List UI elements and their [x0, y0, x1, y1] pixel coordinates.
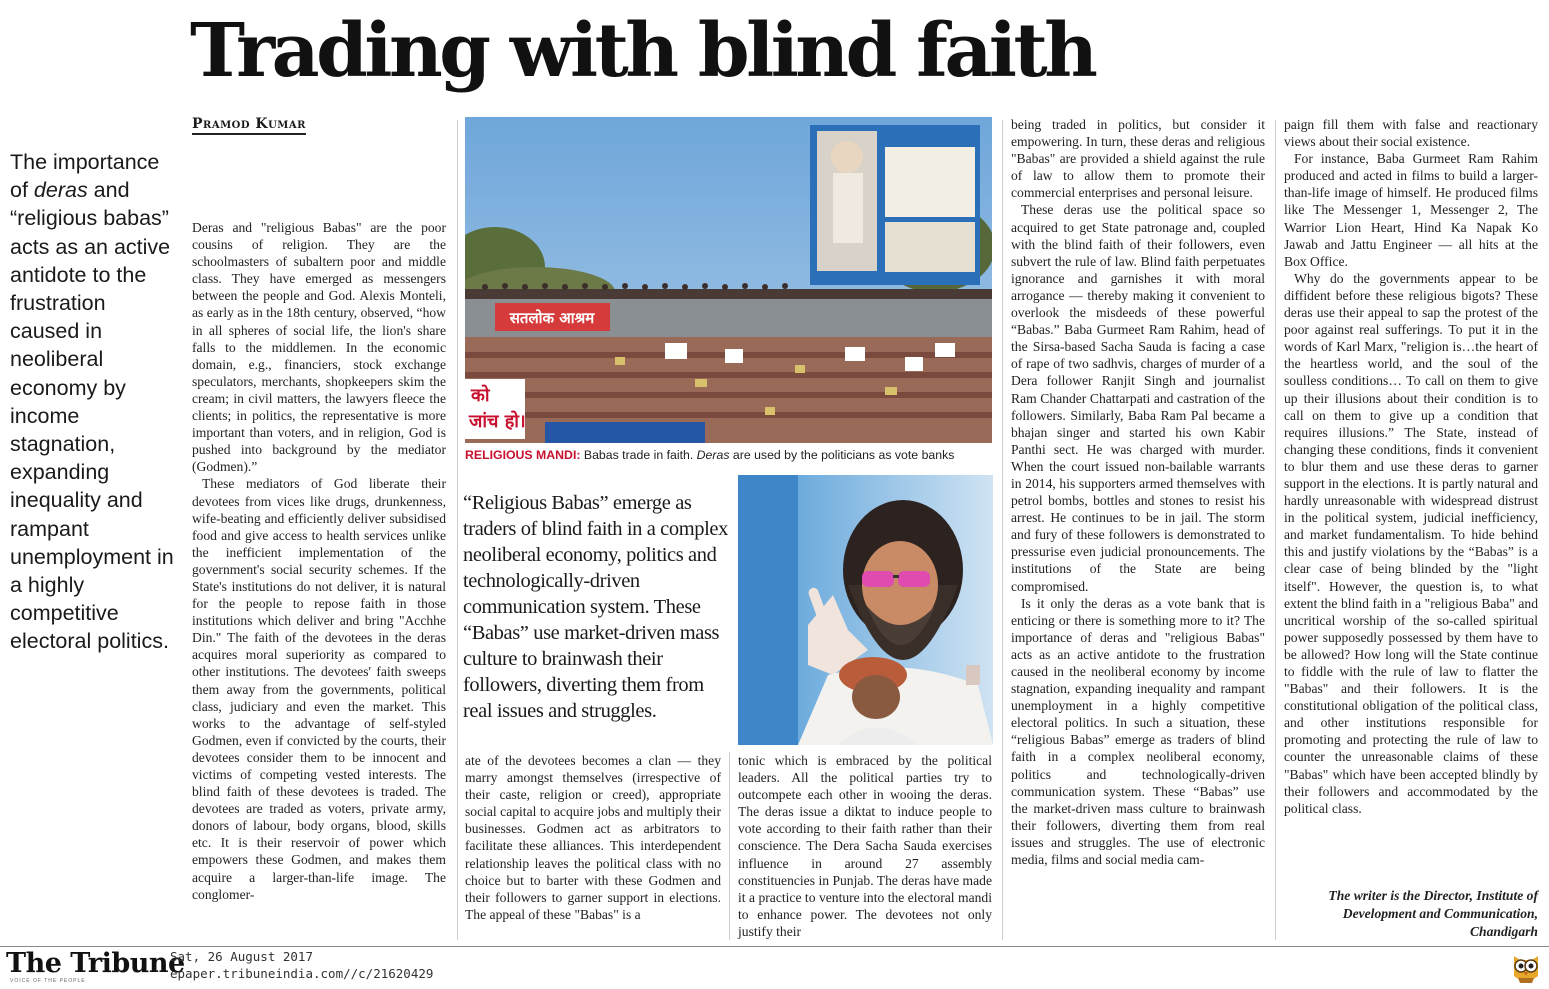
byline: Pramod Kumar [192, 116, 306, 135]
footer-divider [0, 946, 1549, 947]
article-column-3 [1011, 116, 1265, 868]
paragraph: tonic which is embraced by the political leaders. All the political parties try to outcompete each other in wooing the deras. The deras issue a diktat to induce people to vote according to their faith rather than their conscience. The Dera Sacha Sauda exercises influence in around 27 assembly constituencies in Punjab. The deras have made it a practice to venture into the electoral mandi to enhance power. The devotees not only justify their [738, 753, 992, 939]
headline: Trading with blind faith [190, 8, 1095, 94]
photo-caption: RELIGIOUS MANDI: Babas trade in faith. Deras are used by the politicians as vote banks [465, 448, 955, 462]
pull-quote: “Religious Babas” emerge as traders of blind faith in a complex neoliberal economy, politics and technologically-driven communication system. These “Babas” use market-driven mass culture to brainwash their followers, diverting them from real issues and struggles. [463, 492, 728, 722]
paragraph: ate of the devotees becomes a clan — they marry amongst themselves (irrespective of their caste, religion or creed), appropriate social capital to acquire jobs and multiply their businesses. Godmen act as arbitrators to facilitate these alliances. This interdependent relationship leaves the political class with no choice but to barter with these Godmen and their followers to garner support in elections. The appeal of these "Babas" is a [465, 753, 721, 922]
crowd-photo-illustration [465, 117, 992, 443]
article-column-2a [465, 752, 721, 923]
article-column-2b [738, 752, 992, 940]
paragraph: Why do the governments appear to be diffident before these religious bigots? These deras use their appeal to sap the protest of the poor against real sufferings. To put it in the words of Karl Marx, "religion is…the heart of the heartless world, and the soul of the soulless conditions… To call on them to give up their illusions about their condition is to call on them to give up a condition that requires illusions.” The State, instead of changing these conditions, finds it convenient to blur them and use these deras to garner support in the elections. It is partly natural and hardly unreasonable with widespread distrust in the political system, judicial inefficiency, and market fundamentalism. To hide behind this and justify violations by the “Babas” is a clear case of being blinded by the "light itself". However, the question is, to what extent the blind faith in a "religious Baba" and uncritical worship of the so-called spiritual power supposedly possessed by them have to be allowed? How long will the State continue to fiddle with the rule of law to flatter the "Babas" and their followers. It is the constitutional obligation of the political class, and other institutions responsible for promoting and protecting the rule of law to counter the unreasonable claims of these "Babas" which have been accepted blindly by their followers and accommodated by the political class. [1284, 270, 1538, 816]
column-divider [729, 752, 730, 940]
ashram-sign-text: सतलोक आश्रम [509, 309, 595, 327]
owl-icon[interactable] [1510, 950, 1542, 984]
paragraph: paign fill them with false and reactionary views about their social existence. [1284, 117, 1538, 150]
edition-date: Sat, 26 August 2017 [170, 949, 313, 964]
epaper-url[interactable]: epaper.tribuneindia.com//c/21620429 [170, 966, 434, 981]
banner-text-bottom: जांच हो। [469, 411, 526, 432]
paragraph: These deras use the political space so acquired to get State patronage and, coupled with the blind faith of their followers, even subvert the rule of law. Blind faith perpetuates ignorance and garnishes it with moral arrogance — thereby making it convenient to overlook the misdeeds of these powerful “Babas.” Baba Gurmeet Ram Rahim, head of the Sirsa-based Sacha Sauda is facing a case of rape of two sadhvis, charges of murder of a Dera follower Ranjit Singh and journalist Ram Chander Chattarpati and castration of the followers. Similarly, Baba Ram Pal became a bhajan singer and started his own Kabir Panthi sect. He was charged with murder. When the court issued non-bailable warrants in 2014, his supporters armed themselves with petrol bombs, bottles and stones to resist his arrest. He continues to be in jail. The storm and fury of these followers is demonstrated to pressurise even judicial pronouncements. The institutions of the State are being compromised. [1011, 202, 1265, 594]
banner-text-top: को [471, 385, 490, 406]
column-divider [1002, 120, 1003, 940]
writer-note: The writer is the Director, Institute of Development and Communication, Chandigarh [1328, 888, 1538, 939]
article-column-4 [1284, 116, 1538, 817]
article-column-1 [192, 219, 446, 903]
tribune-tagline: VOICE OF THE PEOPLE [10, 978, 86, 984]
column-divider [1275, 120, 1276, 940]
tribune-logo: The Tribune [6, 948, 185, 979]
column-divider [457, 120, 458, 940]
paragraph: Deras and "religious Babas" are the poor cousins of religion. They are the schoolmasters of subaltern poor and middle class. They have emerged as messengers between the people and God. Alexis Monteli, as early as in the 18th century, observed, “how in all spheres of social life, the lion's share falls to the middlemen. In the economic domain, e.g., financiers, stock exchange speculators, merchants, shopkeepers skim the cream; in civil matters, the lawyers fleece the clients; in politics, the representative is more important than voters, and in religion, God is pushed into background by the mediator (Godmen).” [192, 220, 446, 475]
standfirst: The importance of deras and “religious babas” acts as an active antidote to the frustration caused in neoliberal economy by income stagnation, expanding inequality and rampant unemployment in a highly competitive electoral politics. [10, 150, 174, 654]
paragraph: For instance, Baba Gurmeet Ram Rahim produced and acted in films to build a larger-than-life image of himself. He produced films like The Messenger 1, Messenger 2, The Warrior Lion Heart, Hind Ka Napak Ko Jawab and Jattu Engineer — all hits at the Box Office. [1284, 151, 1538, 269]
paragraph: being traded in politics, but consider it empowering. In turn, these deras and religious "Babas" are provided a shield against the rule of law to allow them to promote their commercial enterprises and personal leisure. [1011, 117, 1265, 201]
paragraph: These mediators of God liberate their devotees from vices like drugs, drunkenness, wife-beating and efficiently deliver subsidised food and give access to health services unlike the inefficient implementation of the government's social security schemes. If the State's institutions do not deliver, it is natural for the people to repose faith in those institutions which deliver and bring "Acchhe Din." The faith of the devotees in the deras acquires moral superiority as compared to other institutions. The devotees' faith sweeps them away from the governments, political class, judiciary and even the market. This works to the advantage of self-styled Godmen, even if convicted by the courts, their devotees consider them to be innocent and victims of competing vested interests. The blind faith of these devotees is traded. The devotees are traded as voters, private army, donors of labour, body organs, blood, skills etc. It is their reservoir of power which empowers these Godmen, and makes them acquire a larger-than-life image. The conglomer- [192, 476, 446, 902]
paragraph: Is it only the deras as a vote bank that is enticing or there is something more to it? The importance of deras and "religious Babas" acts as an active antidote to the frustration caused in the neoliberal economy by income stagnation, expanding inequality and rampant unemployment in a highly competitive electoral politics. In such a situation, these “religious Babas” emerge as traders of blind faith in a complex neoliberal economy, politics and technologically-driven communication system. These “Babas” use the market-driven mass culture to brainwash their followers, diverting them from real issues and struggles. The use of electronic media, films and social media cam- [1011, 595, 1265, 868]
godman-photo-illustration [738, 475, 993, 745]
crowd-photo [465, 117, 992, 443]
godman-photo [738, 475, 993, 745]
